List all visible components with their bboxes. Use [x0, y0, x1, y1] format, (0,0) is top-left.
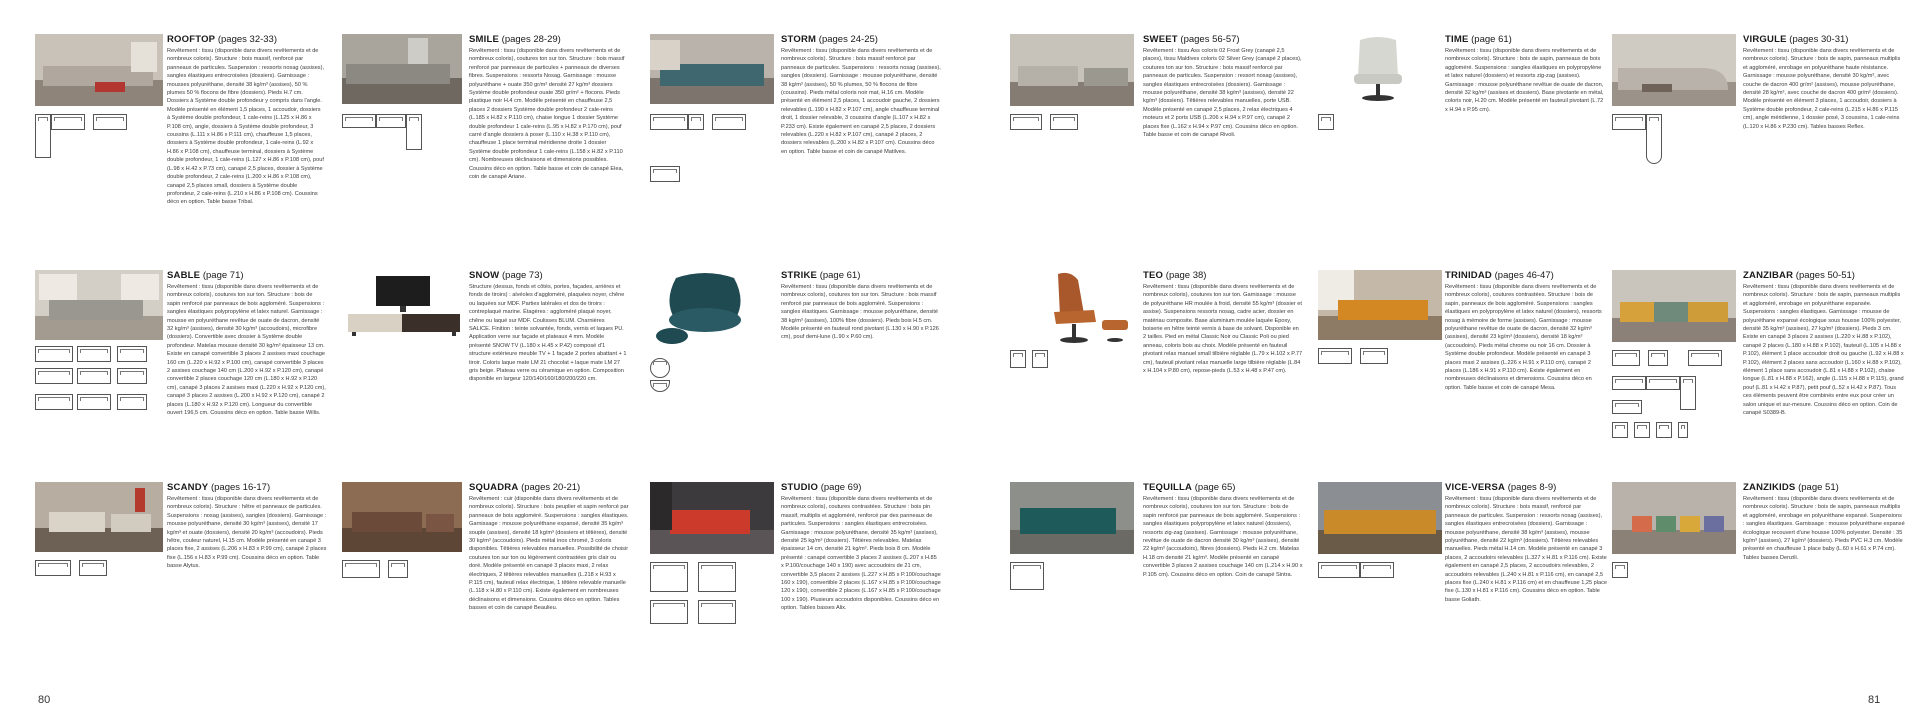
product-title: SMILE (pages 28-29)	[469, 34, 561, 45]
product-photo	[342, 270, 466, 342]
product-description: Revêtement : tissu (disponible dans divers revêtements et de nombreux coloris). Structure : bois massif, renforcé par panneaux de particules. Suspension : ressorts nosag (assises), sangles élastiques entrecroisées (dossiers). Garnissage : mousse polyuréthane, densité 38 kg/m³ (assises), mousse polyuréthane, densité 22 kg/m³ (dossiers). Têtières relevables manuelles. Pieds métal H.14 cm. Modèle présenté en canapé 3 places, 2 accoudoirs relevables (L.327 x H.81 x P.116 cm). Existe également en canapé 2,5 places, 2 accoudoirs relevables, 2 accoudoirs relevables (L.240 x H.81 x P.116 cm), en canapé 2,5 places fixe (L.240 x H.81 x P.116 cm) et en chauffeuse 1,25 place fixe (L.130 x H.81 x P.116 cm). Coussins déco en option. Table basse Goliath.	[1445, 496, 1608, 603]
product-description: Structure (dessus, fonds et côtés, portes, façades, arrières et fonds de tiroirs) : alvéoles d'aggloméré, plaquées noyer, chêne ou laquées sur MDF. Parties latérales et dos de tiroirs : contreplaqué marine. Étagères : aggloméré plaqué noyer, chêne ou laqué sur MDF. Coulisses BLUM. Charnières SALICE. Finition : teinte solvantée, fonds, vernis et laques PU. Application verre sur façade et plateaux 4 mm. Modèle présenté SNOW TV (L.180 x H.45 x P.42) composé d'1 structure extérieure meuble TV + 1 façade 2 portes abattant + 1 tiroir. Coloris laque mate LM 21 chocolat + laque mate LM 27 gris beige. Plateau verre ou céramique en option. Composition disponible en largeur 120/140/160/180/200/220 cm.	[469, 284, 627, 383]
product-photo	[1612, 270, 1736, 342]
product-description: Revêtement : tissu (disponible dans divers revêtements et de nombreux coloris), coutures contrastées. Structure : bois pin massif, multiplis et aggloméré, renforcé par des panneaux de particules. Suspensions : sangles élastiques entrecroisées. Garnissage : mousse polyuréthane, densité 35 kg/m³ (assises), densité 25 kg/m³ (dossiers). Têtières relevables. Matelas épaisseur 14 cm, densité 21 kg/m³. Pieds bois 8 cm. Modèle présenté : canapé convertible 3 places 2 assises (L.207 x H.85 x P.100/couchage 140 x 190) avec accoudoirs de 21 cm, convertible 3,5 places 2 assises (L.227 x H.85 x P.100/couchage 160 x 190), convertible 2 places (L.167 x H.85 x P.100/couchage 120 x 190), convertible 2 places (L.167 x H.85 x P.100/couchage 100 x 190). Plusieurs accoudoirs disponibles. Coussins déco en option. Tables basses Alix.	[781, 496, 941, 612]
page-number-right: 81	[1868, 694, 1881, 706]
product-photo	[650, 34, 774, 104]
product-photo	[1010, 34, 1134, 106]
product-description: Revêtement : tissu (disponible dans divers revêtements et de nombreux coloris). Structure : bois massif, renforcé par panneaux de particules. Suspension : ressorts nosag (assises), sangles élastiques entrecroisées (dossiers). Garnissage : mousses polyuréthane, densité 38 kg/m³ (assises), 50 % plumes 50 % flocons de fibre (dossiers). Pieds H.7 cm. Dossiers à Système double profondeur y compris dans l'angle. Modèle présenté en élément 1,5 places, 1 accoudoir, dossiers à Système double profondeur, 1 cale-reins (L.125 x H.86 x P.108 cm), angle, dossiers à Système double profondeur, 3 coussins (L.111 x H.86 x P.111 cm), chauffeuse 1,5 places, dossiers à Système double profondeur, 1 cale-reins (L.92 x H.86 x P.108 cm), chauffeuse terminal, dossiers à Système double profondeur, 1 cale-reins (L.127 x H.86 x P.108 cm), pouf (L.98 x H.42 x P.73 cm), canapé 2,5 places, dossier à Système double profondeur, 2 cale-reins (L.200 x H.86 x P.108 cm), canapé 2,5 places small, dossiers à Système double profondeur, 2 cale-reins (L.210 x H.86 x P.108 cm). Coussins déco en option. Table basse Tribal.	[167, 48, 325, 206]
product-description: Revêtement : tissu (disponible dans divers revêtements et de nombreux coloris). Structure : bois de sapin, panneaux multiplis et aggloméré, enrobage en polyuréthane expansée. Suspensions : sangles élastiques. Garnissage : mousse de polyuréthane expansé écologique sous housse 100% polyester, densité 35 kg/m³ (assises), 27 kg/m³ (dossiers). Pieds 3 cm. Existe en canapé 3 places 2 assises (L.220 x H.88 x P.102), canapé 2 places (L.180 x H.88 x P.102), fauteuil (L.105 x H.88 x P.102), élément 1 place accoudoir droit ou gauche (L.92 x H.88 x P.102), élément 2 places sans accoudoir (L.160 x H.88 x P.102), élément 1 place sans accoudoir (L.81 x H.88 x P.102), chaise longue (L.81 x H.88 x P.162), angle (L.115 x H.88 x P.115), grand pouf (L.81 x H.42 x P.87), petit pouf (L.52 x H.42 x P.87). Tous ces éléments peuvent être combinés entre eux pour créer un salon unique et sur-mesure. Coussins déco en option. Coin de canapé S0389-B.	[1743, 284, 1904, 417]
product-photo	[35, 482, 163, 552]
product-description: Revêtement : tissu (disponible dans divers revêtements et de nombreux coloris), coutures ton sur ton. Structure : bois massif renforcé par panneaux de bois aggloméré. Suspensions : sangles élastiques. Garnissage : mousse polyuréthane, densité 38 kg/m³ (assises), 100% fibre (dossiers). Pieds bois H.5 cm. Modèle présenté en fauteuil rond pivotant (L.130 x H.90 x P.126 cm), pouf demi-lune (L.90 x P.60 cm).	[781, 284, 939, 341]
product-title: SABLE (page 71)	[167, 270, 244, 281]
product-description: Revêtement : tissu (disponible dans divers revêtements et de nombreux coloris). Structure : bois de sapin, panneaux multiplis et aggloméré, enrobage en polyuréthane haute résistance. Garnissage : mousse polyuréthane, densité 30 kg/m³, avec couche de dacron 400 gr/m² (assises), mousse polyuréthane, densité 28 kg/m³, avec couche de dacron 400 gr/m² (dossiers). Modèle présenté en élément 3 places, 1 accoudoir, dossiers à Système double profondeur, 2 cale-reins (L.215 x H.86 x P.115 cm), angle méridienne, 1 dossier posé, 3 coussins, 1 cale-reins (L.120 x H.86 x P.230 cm). Tables basses Reflex.	[1743, 48, 1901, 130]
product-description: Revêtement : tissu (disponible dans divers revêtements et de nombreux coloris), coutures ton sur ton. Structure : bois de sapin renforcé par panneaux de bois aggloméré. Suspensions : sangles élastiques polypropylène et latex naturel. Garnissage : mousse en polyuréthane revêtue de ouate de dacron, densité 32 kg/m³ (assises), densité 30 kg/m³ (accoudoirs), microfibre (dossiers). Convertible avec dossier à Système double profondeur. Matelas mousse densité 30 kg/m³ épaisseur 13 cm. Existe en canapé convertible 3 places 2 assises maxi couchage 160 cm (L.220 x H.92 x P.100 cm), canapé convertible 3 places 2 assises couchage 140 cm (L.200 x H.92 x P.120 cm), canapé convertible 2 places couchage 120 cm (L.180 x H.92 x P.120 cm), canapé 3 places 2 assises maxi (L.220 x H.92 x P.120 cm), canapé 3 places 2 assises (L.200 x H.92 x P.120 cm), canapé 2 places (L.180 x H.92 x P.120 cm). Longueur du convertible ouvert 196,5 cm. Coussins déco en option. Table basse Willis.	[167, 284, 326, 417]
product-photo	[1612, 482, 1736, 554]
product-title: SNOW (page 73)	[469, 270, 543, 281]
product-title: TIME (page 61)	[1445, 34, 1512, 45]
product-photo	[1030, 270, 1140, 350]
product-title: SQUADRA (pages 20-21)	[469, 482, 581, 493]
page-number-left: 80	[38, 694, 51, 706]
product-photo	[35, 270, 163, 340]
product-description: Revêtement : tissu (disponible dans divers revêtements et de nombreux coloris). Structure : bois de sapin, panneaux de bois aggloméré. Suspensions : sangles élastiques en polypropylène et latex naturel (dossiers) et ressorts zig-zag (assises). Garnissage : mousse polyuréthane revêtue de ouate de dacron, densité 32 kg/m³ (assises et dossiers). Base pivotante en métal, coloris noir, H.20 cm. Modèle présenté en fauteuil pivotant (L.72 x H.94 x P.95 cm).	[1445, 48, 1604, 113]
product-title: STUDIO (page 69)	[781, 482, 862, 493]
product-photo	[342, 482, 462, 552]
product-description: Revêtement : tissu (disponible dans divers revêtements et de nombreux coloris), coutures contrastées. Structure : bois de sapin, panneaux de bois aggloméré. Suspensions : sangles élastiques en polypropylène et latex naturel (dossiers), ressorts nosag à mémoire de forme (assises). Garnissage : mousse polyuréthane revêtue de ouate de dacron, densité 32 kg/m³ (assises), densité 23 kg/m³ (dossiers), densité 18 kg/m³ (accoudoirs). Pieds métal chrome ou noir 16 cm. Dossier à Système double profondeur. Modèle présenté en canapé 3 places maxi 2 assises (L.226 x H.91 x P.110 cm), canapé 2 places (L.186 x H.91 x P.110 cm). Existe également en nombreuses déclinaisons et dimensions. Coussins déco en option. Table basse et coin de canapé Mesa.	[1445, 284, 1602, 391]
product-description: Revêtement : tissu (disponible dans divers revêtements et de nombreux coloris). Structure : hêtre et panneaux de particules. Suspensions : nosag (assises), sangles (dossiers). Garnissage : mousse polyuréthane, densité 30 kg/m³ (assises), densité 17 kg/m³ et ouate (dossiers), densité 20 kg/m³ (accoudoirs). Pieds hêtre, couleur naturel, H.15 cm. Modèle présenté en canapé 3 places fixe, 2 assises (L.206 x H.83 x P.99 cm), canapé 2 places fixe (L.156 x H.83 x P.99 cm). Coussins déco en option. Table basse Alytus.	[167, 496, 327, 570]
product-description: Revêtement : cuir (disponible dans divers revêtements et de nombreux coloris). Structure : bois peuplier et sapin renforcé par panneaux de bois aggloméré. Suspensions : sangles élastiques. Garnissage : mousse polyuréthane expansé, densité 35 kg/m³ souple (assises), densité 18 kg/m³ (dossiers et têtières), densité 30 kg/m³ (accoudoirs). Pieds métal inox chromé, 3 coloris disponibles. Têtières relevables manuelles. Possibilité de choisir coutures ton sur ton ou légèrement contrastées gris clair ou doré. Modèle présenté en canapé 3 places maxi, 2 relax électriques, 2 têtières relevables manuelles (L.218 x H.93 x P.115 cm), fauteuil relax électrique, 1 têtière relevable manuelle (L.118 x H.80 x P.110 cm). Existe également en nombreuses déclinaisons et dimensions. Coussins déco en option. Tables basses et coin de canapé Beaulieu.	[469, 496, 629, 612]
product-description: Revêtement : tissu (disponible dans divers revêtements et de nombreux coloris). Structure : bois de sapin, panneaux multiplis et aggloméré, enrobage en polyuréthane expansé. Suspensions : sangles élastiques. Garnissage : mousse polyuréthane expansé écologique recouvert d'une housse 100% polyester. Densité : 35 kg/m³ (assises), 27 kg/m³ (dossiers). Pieds PVC H.3 cm. Modèle présenté en chauffeuse 1 place baby (L.60 x H.61 x P.74 cm). Tables basses Denzili.	[1743, 496, 1905, 561]
product-title: ZANZIBAR (pages 50-51)	[1743, 270, 1855, 281]
product-title: VIRGULE (pages 30-31)	[1743, 34, 1849, 45]
product-photo	[1318, 270, 1442, 340]
product-description: Revêtement : tissu (disponible dans divers revêtements et de nombreux coloris), coutures ton sur ton. Structure : bois de sapin renforcé par panneaux de bois aggloméré. Suspensions : sangles élastiques polypropylène et latex naturel (dossiers), ressorts zig-zag (assises). Garnissage : mousse polyuréthane, revêtue de ouate de dacron densité 30 kg/m³ (assises), densité 22 kg/m³ (accoudoirs), fibres (dossiers). Pieds H.2 cm. Matelas H.18 cm densité 21 kg/m³. Modèle présenté en canapé convertible 3 places 2 assises couchage 140 cm (L.214 x H.90 x P.105 cm). Coussins déco en option. Coin de canapé Sintra.	[1143, 496, 1303, 578]
product-title: ROOFTOP (pages 32-33)	[167, 34, 277, 45]
product-photo	[35, 34, 163, 106]
product-photo	[650, 482, 774, 554]
product-description: Revêtement : tissu (disponible dans divers revêtements et de nombreux coloris), coutures ton sur ton. Garnissage : mousse de polyuréthane HR moulée à froid, densité 55 kg/m³ (dossier et assise). Suspensions ressorts nosag, cadre acier, dossier en matériau composite. Base aluminium moulée laquée Epoxy, boiserie en hêtre teinté vernis à base de solvant. Disponible en 2 tailles. Pied en métal Classic Noir ou Classic Poli ou pied anneau, coloris bois au choix. Modèle présenté en fauteuil pivotant relax manuel small tilbière réglable (L.79 x H.102 x P.77 cm), fauteuil pivotant relax manuelle large tilbière réglable (L.84 x H.104 x P.80 cm), repose-pieds (L.53 x H.48 x P.47 cm).	[1143, 284, 1303, 375]
product-description: Revêtement : tissu (disponible dans divers revêtements et de nombreux coloris), coutures ton sur ton. Structure : bois massif renforcé par panneaux de particules + panneaux de diverses fibres. Suspensions : ressorts Nosag. Garnissage : mousse polyuréthane + ouate 350 gr/m² densité 27 kg/m³ dossiers Système double profondeur ouate 350 gr/m² + flocons. Pieds plastique noir H.4 cm. Modèle présenté en chauffeuse 2,5 places 2 dossiers Système double profondeur 2 cale-reins (L.185 x H.82 x P.110 cm), chaise longue 1 dossier Système double profondeur 1 cale-reins (L.95 x H.82 x P.170 cm), pouf carré d'angle dossiers à poser (L.110 x H.38 x P.110 cm), chauffeuse 1 place terminal méridienne droite 1 dossier Système double profondeur 1 cale-reins (L.158 x H.82 x P.110 cm). Nombreuses déclinaisons et dimensions possibles. Coussins déco en option. Table basse et coin de canapé Elea, coin de canapé Ariane.	[469, 48, 625, 181]
product-photo	[342, 34, 462, 104]
product-title: VICE-VERSA (pages 8-9)	[1445, 482, 1557, 493]
product-photo	[650, 270, 760, 350]
product-description: Revêtement : tissu (disponible dans divers revêtements et de nombreux coloris). Structure : bois massif renforcé par panneaux de particules. Suspensions : ressorts nosag (assises), sangles (dossiers). Garnissage : mousse polyuréthane, densité 38 kg/m³ (assises), 50 % plumes, 50 % flocons de fibre (coussins). Pieds métal coloris noir mat, H.16 cm. Modèle présenté en élément 2,5 places, 1 accoudoir gauche, 2 dossiers relevables (L.190 x H.82 x P.107 cm), angle chauffeuse terminal droit, 1 dossier relevable, 3 coussins d'angle (L.107 x H.82 x P.233 cm). Existe également en canapé 2,5 places, 2 dossiers relevables (L.220 x H.82 x P.107 cm), canapé 2 places, 2 dossiers relevables (L.200 x H.82 x P.107 cm). Coussins déco en option. Table basse et coin de canapé Matilves.	[781, 48, 941, 155]
product-photo	[1612, 34, 1736, 106]
product-photo	[1318, 34, 1438, 106]
product-photo	[1318, 482, 1442, 554]
product-photo	[1010, 482, 1134, 554]
product-title: ZANZIKIDS (page 51)	[1743, 482, 1839, 493]
product-title: TEQUILLA (page 65)	[1143, 482, 1236, 493]
product-title: STORM (pages 24-25)	[781, 34, 878, 45]
product-title: SCANDY (pages 16-17)	[167, 482, 271, 493]
product-title: TEO (page 38)	[1143, 270, 1207, 281]
product-title: TRINIDAD (pages 46-47)	[1445, 270, 1554, 281]
product-description: Revêtement : tissu Ass coloris 02 Frost Grey (canapé 2,5 places), tissu Maldives coloris 02 Silver Grey (canapé 2 places), coutures ton sur ton. Structure : bois massif renforcé par panneaux de particules. Suspension : ressort nosag (assises), sangles élastiques entrecroisées (dossiers). Garnissage : mousse polyuréthane, densité 38 kg/m³ (assises), densité 22 kg/m³ (dossiers). Têtières relevables manuelles, porte USB. Modèle présenté en canapé 2,5 places, 2 relax électriques 4 moteurs et 2 ports USB (L.206 x H.94 x P.97 cm), canapé 2 places fixe (L.162 x H.94 x P.97 cm). Coussins déco en option. Table basse et coin de canapé Rivoli.	[1143, 48, 1302, 139]
product-title: SWEET (pages 56-57)	[1143, 34, 1240, 45]
product-title: STRIKE (page 61)	[781, 270, 861, 281]
